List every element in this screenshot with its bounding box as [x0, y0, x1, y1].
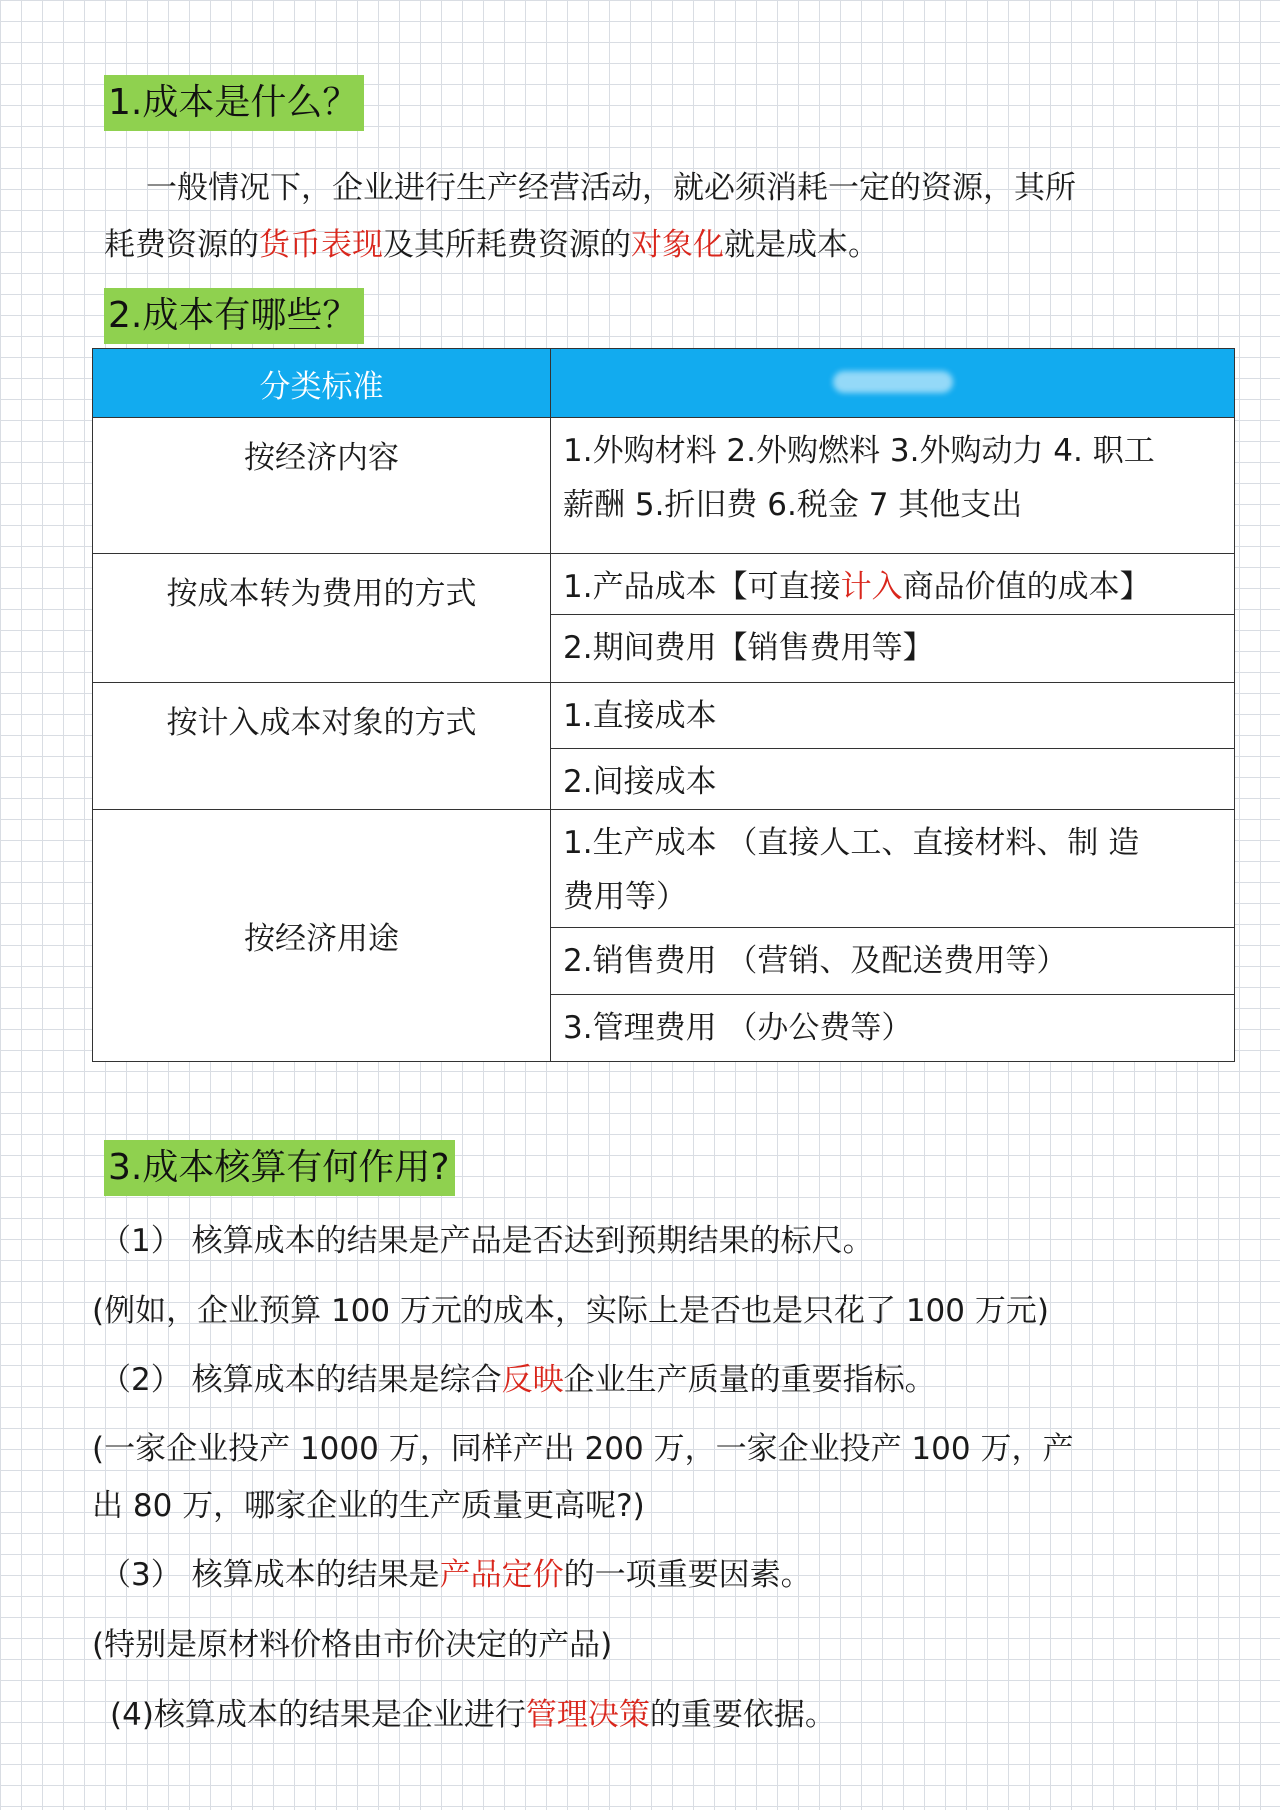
section-3-note-1: (例如，企业预算 100 万元的成本，实际上是否也是只花了 100 万元): [92, 1293, 1049, 1329]
section-1-heading: 1.成本是什么？: [104, 75, 364, 131]
category-cell: 按计入成本对象的方式: [93, 683, 551, 810]
section-3-point-2: [100, 1352, 936, 1409]
highlight-pricing: 产品定价: [439, 1557, 564, 1593]
table-header-row: [93, 349, 1235, 418]
section-2-heading: 2.成本有哪些？: [104, 288, 364, 344]
highlight-included: 计入: [840, 569, 903, 605]
item-cell: 2.销售费用 （营销、及配送费用等）: [551, 928, 1235, 995]
text: 就是成本。: [724, 227, 879, 263]
item-cell: 3.管理费用 （办公费等）: [551, 995, 1235, 1062]
item-line: 薪酬 5.折旧费 6.税金 7 其他支出: [563, 487, 1023, 523]
highlight-monetary: 货币表现: [259, 227, 383, 263]
item-cell: [551, 418, 1235, 554]
text: 的重要依据。: [649, 1697, 836, 1733]
text: 及其所耗费资源的: [383, 227, 631, 263]
text: 企业生产质量的重要指标。: [563, 1362, 936, 1398]
text: （2） 核算成本的结果是综合: [100, 1362, 502, 1398]
highlight-decision: 管理决策: [525, 1697, 650, 1733]
text: 商品价值的成本】: [902, 569, 1151, 605]
item-cell: [551, 554, 1235, 615]
section-1-line-1: 一般情况下，企业进行生产经营活动，就必须消耗一定的资源，其所: [146, 170, 1076, 206]
category-cell: 按成本转为费用的方式: [93, 554, 551, 683]
table-row: [93, 554, 1235, 615]
item-line: 1.生产成本 （直接人工、直接材料、制 造: [563, 825, 1140, 861]
table-row: [93, 683, 1235, 749]
category-cell: 按经济用途: [93, 810, 551, 1062]
section-1-line-2: [104, 217, 879, 274]
item-cell: 2.间接成本: [551, 749, 1235, 810]
highlight-objectified: 对象化: [631, 227, 724, 263]
header-category: 分类标准: [93, 349, 551, 418]
item-cell: 2.期间费用【销售费用等】: [551, 615, 1235, 683]
cost-classification-table: [92, 348, 1235, 1062]
text: (4)核算成本的结果是企业进行: [110, 1697, 526, 1733]
text: 耗费资源的: [104, 227, 259, 263]
table-row: [93, 810, 1235, 928]
section-3-heading: 3.成本核算有何作用?: [104, 1140, 455, 1196]
category-cell: 按经济内容: [93, 418, 551, 554]
section-3-note-2-line-1: (一家企业投产 1000 万，同样产出 200 万，一家企业投产 100 万，产: [92, 1431, 1074, 1467]
item-cell: [551, 810, 1235, 928]
section-3-note-2-line-2: 出 80 万，哪家企业的生产质量更高呢?): [92, 1488, 645, 1524]
section-3-point-4: [110, 1687, 836, 1744]
item-line: 费用等）: [563, 879, 687, 915]
highlight-reflect: 反映: [501, 1362, 564, 1398]
text: 1.产品成本【可直接: [563, 569, 841, 605]
text: 的一项重要因素。: [563, 1557, 812, 1593]
text: （3） 核算成本的结果是: [100, 1557, 440, 1593]
section-3-point-3: [100, 1547, 812, 1604]
section-3-point-1: （1） 核算成本的结果是产品是否达到预期结果的标尺。: [100, 1223, 874, 1259]
item-cell: 1.直接成本: [551, 683, 1235, 749]
item-line: 1.外购材料 2.外购燃料 3.外购动力 4. 职工: [563, 433, 1155, 469]
header-content-blurred: [551, 349, 1235, 418]
section-3-note-3: (特别是原材料价格由市价决定的产品): [92, 1627, 613, 1663]
table-row: [93, 418, 1235, 554]
